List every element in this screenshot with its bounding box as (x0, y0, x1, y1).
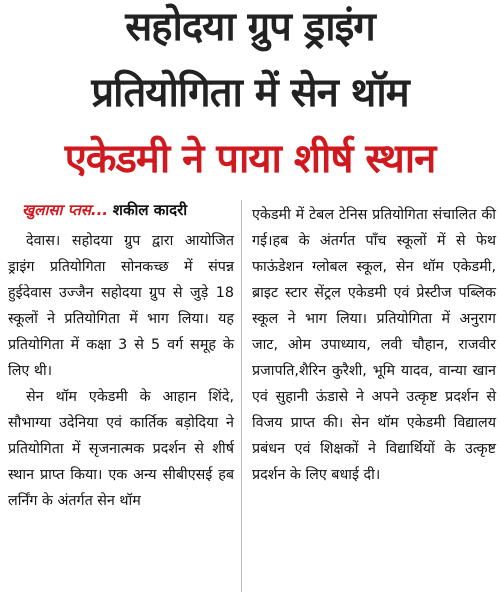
article-paragraph: सेन थॉम एकेडमी के आहान शिंदे, सौभाग्या उदेनिया एवं कार्तिक बड़ोदिया ने प्रतियोगिता में सृजनात्मक प्रदर्शन से शीर्ष स्थान प्राप्त किया। एक अन्य सीबीएसई हब लर्निंग के अंतर्गत सेन थॉम (8, 389, 234, 509)
article-paragraph: देवास। सहोदया ग्रुप द्वारा आयोजित ड्राइंग प्रतियोगिता सोनकच्छ में संपन्न हुईदेवास उज्जैन सहोदया ग्रुप से जुड़े 18 स्कूलों ने प्रतियोगिता में भाग लिया। यह प्रतियोगिता में कक्षा 3 से 5 वर्ग समूह के लिए थी। (8, 233, 234, 379)
article-column-right (252, 202, 496, 566)
byline (22, 200, 187, 220)
headline-line-1: सहोदया ग्रुप ड्राइंग (125, 4, 375, 50)
column-divider (241, 200, 242, 592)
byline-author: शकील कादरी (112, 201, 188, 219)
byline-source: खुलासा प्तस... (22, 201, 108, 219)
headline-line-2: प्रतियोगिता में सेन थॉम (91, 70, 409, 116)
article-paragraph: एकेडमी में टेबल टेनिस प्रतियोगिता संचालित की गई।हब के अंतर्गत पाँच स्कूलों में से फेथ फाऊंडेशन ग्लोबल स्कूल, सेन थॉम एकेडमी, ब्राइट स्टार सेंट्रल एकेडमी एवं प्रेस्टीज पब्लिक स्कूल ने भाग लिया। प्रतियोगिता में अनुराग जाट, ओम उपाध्याय, लवी चौहान, राजवीर प्रजापति,शैरिन कुरैशी, भूमि यादव, वान्या खान एवं सुहानी ऊंडासे ने अपने उत्कृष्ट प्रदर्शन से विजय प्राप्त की। सेन थॉम एकेडमी विद्यालय प्रबंधन एवं शिक्षकों ने विद्यार्थियों के उत्कृष्ट प्रदर्शन के लिए बधाई दी। (252, 207, 496, 483)
headline-line-3: एकेडमी ने पाया शीर्ष स्थान (64, 136, 436, 182)
article-column-left (8, 228, 234, 592)
